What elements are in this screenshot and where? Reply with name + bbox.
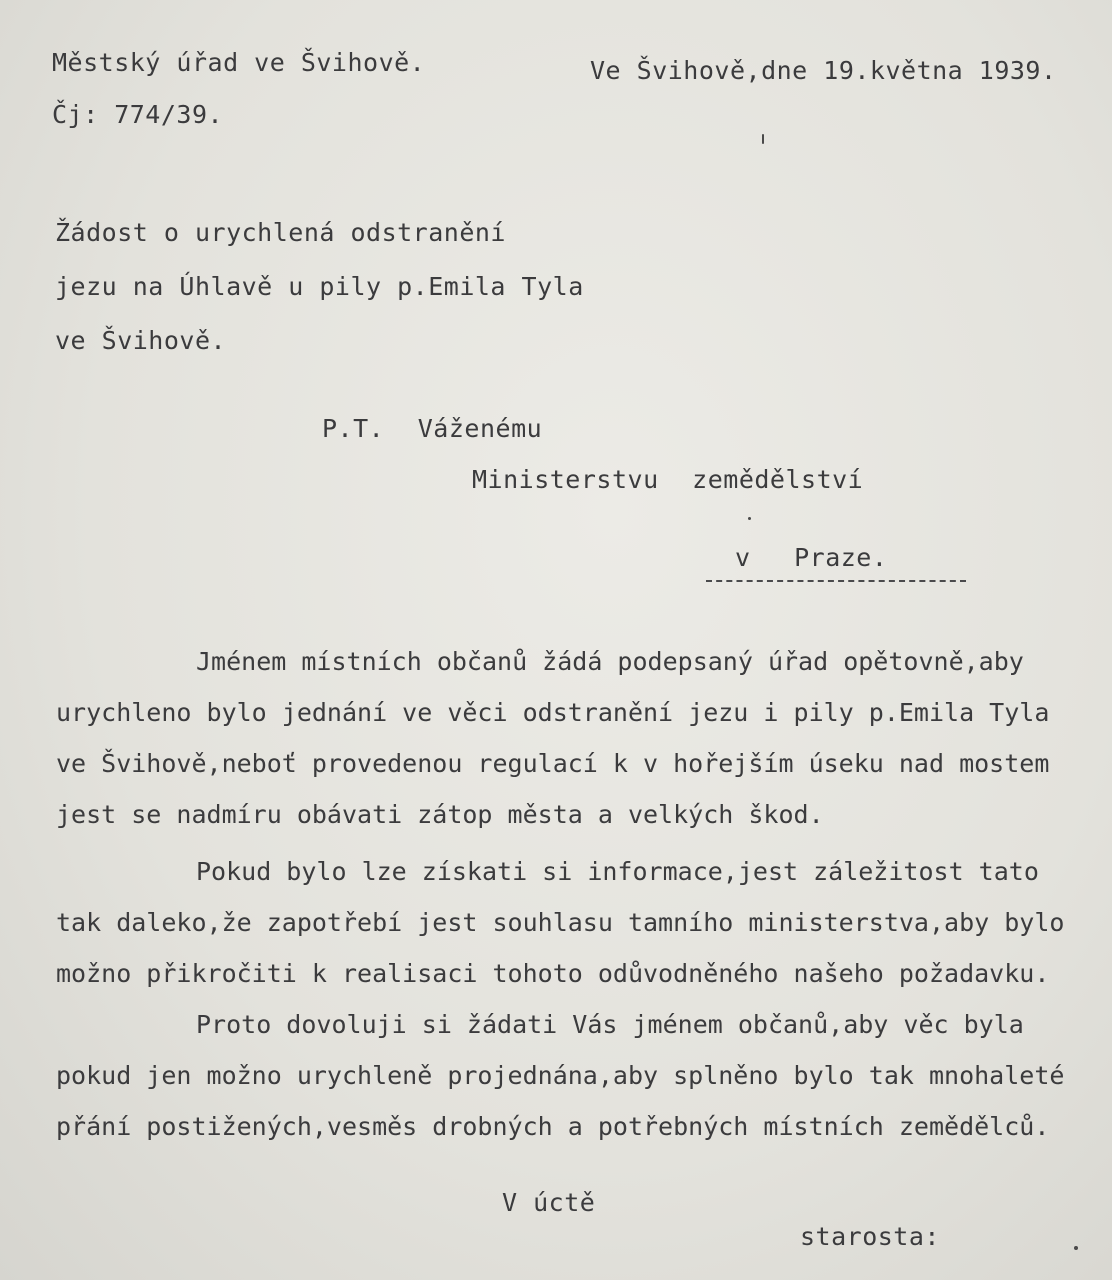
ink-speck	[1074, 1246, 1078, 1250]
body-line: tak daleko,že zapotřebí jest souhlasu tamního ministerstva,aby bylo	[56, 908, 1065, 937]
body-line: urychleno bylo jednání ve věci odstranění jezu i pily p.Emila Tyla	[56, 698, 1050, 727]
body-line: Jménem místních občanů žádá podepsaný úřad opětovně,aby	[196, 647, 1024, 676]
subject-line: ve Švihově.	[55, 326, 227, 355]
address-underline	[706, 580, 966, 582]
recipient-salutation: P.T. Váženému	[322, 414, 543, 443]
subject-block	[55, 206, 584, 368]
reference-number: Čj: 774/39.	[52, 100, 224, 129]
body-line: jest se nadmíru obávati zátop města a velkých škod.	[56, 800, 824, 829]
body-paragraph-1	[56, 636, 1096, 840]
ink-speck	[762, 134, 764, 144]
recipient-place: v Praze.	[735, 543, 888, 572]
subject-line: Žádost o urychlená odstranění	[55, 218, 506, 247]
subject-line: jezu na Úhlavě u pily p.Emila Tyla	[55, 272, 584, 301]
body-paragraph-2	[56, 846, 1096, 999]
body-paragraph-3	[56, 999, 1096, 1152]
body-line: přání postižených,vesměs drobných a potřebných místních zemědělců.	[56, 1112, 1050, 1141]
ink-speck	[748, 517, 751, 520]
recipient-ministry: Ministerstvu zemědělství	[472, 465, 864, 494]
body-line: Proto dovoluji si žádati Vás jménem občanů,aby věc byla	[196, 1010, 1024, 1039]
body-line: možno přikročiti k realisaci tohoto odůvodněného našeho požadavku.	[56, 959, 1050, 988]
body-line: ve Švihově,neboť provedenou regulací k v hořejším úseku nad mostem	[56, 749, 1050, 778]
signature-title: starosta:	[800, 1222, 940, 1251]
date-line: Ve Švihově,dne 19.května 1939.	[590, 56, 1057, 85]
body-line: pokud jen možno urychleně projednána,aby splněno bylo tak mnohaleté	[56, 1061, 1065, 1090]
closing-greeting: V úctě	[502, 1188, 596, 1217]
body-line: Pokud bylo lze získati si informace,jest záležitost tato	[196, 857, 1039, 886]
office-name: Městský úřad ve Švihově.	[52, 48, 426, 77]
